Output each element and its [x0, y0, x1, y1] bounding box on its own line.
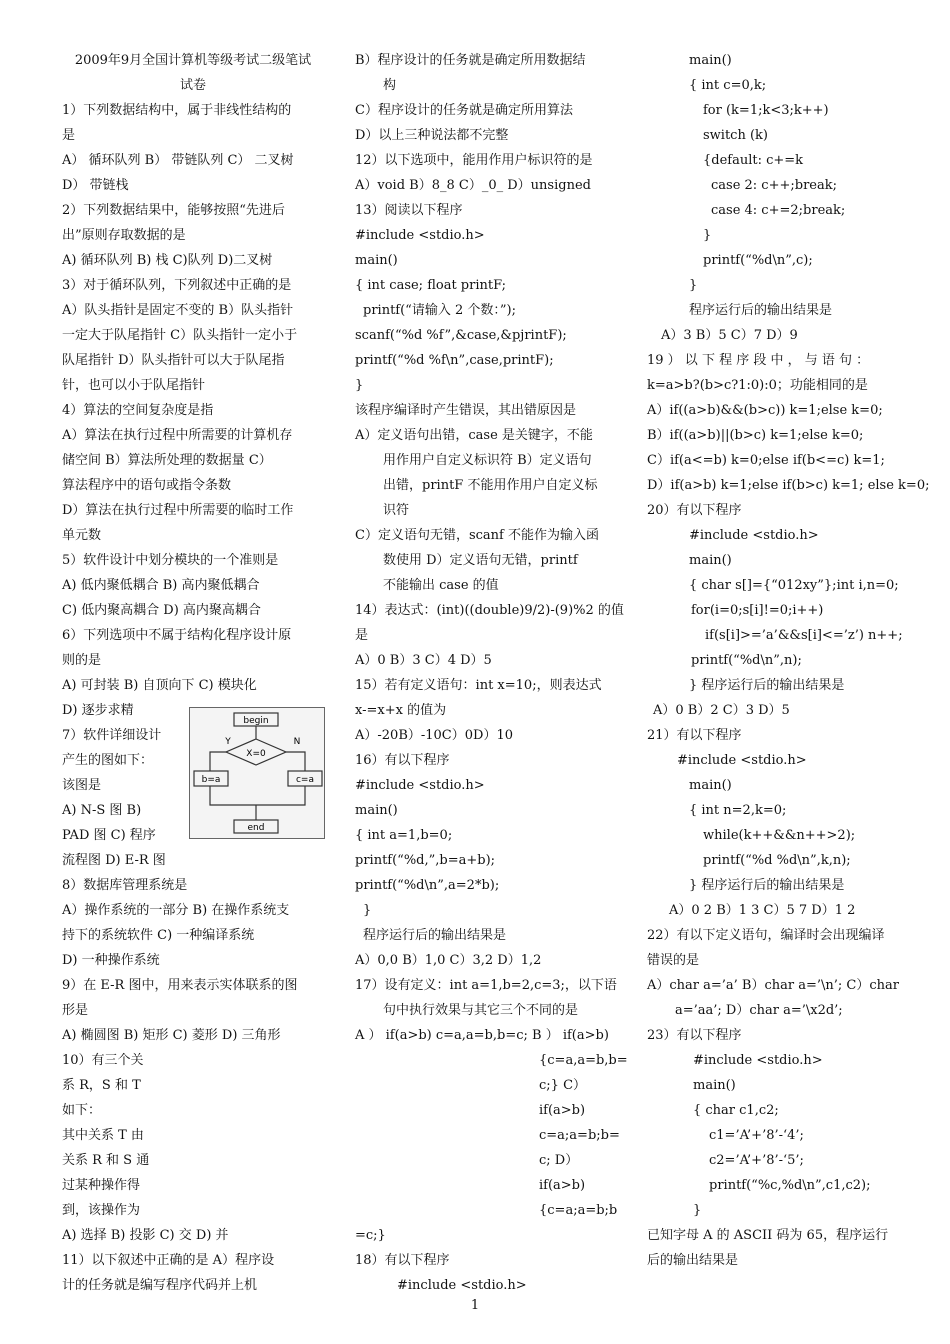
option-line: if(a>b)	[539, 1103, 586, 1118]
option-line: A）操作系统的一部分 B) 在操作系统支	[62, 903, 290, 918]
code-line: }	[703, 228, 712, 243]
text-line: 过某种操作得	[62, 1178, 141, 1193]
question-17: 17）设有定义：int a=1,b=2,c=3;，以下语	[355, 978, 617, 993]
code-line: #include <stdio.h>	[677, 753, 807, 768]
option-line: B）程序设计的任务就是确定所用数据结	[355, 53, 586, 68]
option-line: A) 选择 B) 投影 C) 交 D) 并	[62, 1228, 229, 1243]
option-line: 流程图 D) E-R 图	[62, 853, 166, 868]
option-line: A）0 B）2 C）3 D）5	[653, 703, 790, 718]
option-line: B）if((a>b)||(b>c) k=1;else k=0;	[647, 428, 864, 443]
code-line: #include <stdio.h>	[397, 1278, 527, 1293]
question-14: 14）表达式：(int)((double)9/2)-(9)%2 的值	[355, 603, 624, 618]
option-line: A）if((a>b)&&(b>c)) k=1;else k=0;	[647, 403, 883, 418]
code-line: {default: c+=k	[703, 153, 804, 168]
text-line: x-=x+x 的值为	[355, 703, 447, 718]
option-line: A）0,0 B）1,0 C）3,2 D）1,2	[355, 953, 542, 968]
code-line: main()	[355, 253, 398, 268]
exam-title: 2009年9月全国计算机等级考试二级笔试	[74, 53, 312, 68]
question-8: 8）数据库管理系统是	[62, 878, 188, 893]
option-line: =c;}	[355, 1228, 386, 1243]
option-line: c=a;a=b;b=	[539, 1128, 620, 1143]
question-22: 22）有以下定义语句，编译时会出现编译	[647, 928, 885, 943]
text-line: 到，该操作为	[62, 1203, 141, 1218]
code-line: main()	[693, 1078, 736, 1093]
option-line: A) 低内聚低耦合 B) 高内聚低耦合	[62, 578, 260, 593]
code-line: { int n=2,k=0;	[689, 803, 787, 818]
question-2: 2）下列数据结果中，能够按照“先进后	[62, 203, 285, 218]
code-line: { char c1,c2;	[693, 1103, 779, 1118]
text-line: 如下：	[62, 1103, 102, 1118]
text-line: 是	[355, 628, 369, 643]
text-line: 计的任务就是编写程序代码并上机	[62, 1278, 258, 1293]
text-line: 程序运行后的输出结果是	[363, 928, 507, 943]
option-line: C）if(a<=b) k=0;else if(b<=c) k=1;	[647, 453, 885, 468]
question-7: 7）软件详细设计	[62, 728, 162, 743]
option-line: 用作用户自定义标识符 B）定义语句	[383, 453, 592, 468]
code-line: printf(“%d\n”,n);	[691, 653, 802, 668]
question-11: 11）以下叙述中正确的是 A）程序设	[62, 1253, 275, 1268]
option-line: 一定大于队尾指针 C）队头指针一定小于	[62, 328, 298, 343]
code-line: }	[363, 903, 372, 918]
column-left	[62, 48, 324, 1298]
code-line: main()	[355, 803, 398, 818]
code-line: if(s[i]>=’a’&&s[i]<=’z’) n++;	[705, 628, 903, 643]
option-line: {c=a;a=b;b	[539, 1203, 618, 1218]
text-line: 其中关系 T 由	[62, 1128, 144, 1143]
question-13: 13）阅读以下程序	[355, 203, 463, 218]
text-line: 该程序编译时产生错误，其出错原因是	[355, 403, 577, 418]
code-line: main()	[689, 53, 732, 68]
option-line: 针，也可以小于队尾指针	[62, 378, 206, 393]
option-line: 储空间 B）算法所处理的数据量 C）	[62, 453, 272, 468]
question-3: 3）对于循环队列，下列叙述中正确的是	[62, 278, 292, 293]
option-line: a=’aa’; D）char a=’\x2d’;	[675, 1003, 843, 1018]
option-line: {c=a,a=b,b=	[539, 1053, 628, 1068]
option-line: D）以上三种说法都不完整	[355, 128, 509, 143]
option-line: C）程序设计的任务就是确定所用算法	[355, 103, 573, 118]
code-line: { int a=1,b=0;	[355, 828, 453, 843]
option-line: D） 带链栈	[62, 178, 129, 193]
page-number: 1	[470, 1298, 480, 1313]
code-line: }	[693, 1203, 702, 1218]
decision-label: X=0	[246, 749, 266, 759]
begin-label: begin	[243, 716, 269, 726]
text-line: 是	[62, 128, 76, 143]
option-line: 不能输出 case 的值	[383, 578, 499, 593]
text-line: 出”原则存取数据的是	[62, 228, 186, 243]
text-line: 后的输出结果是	[647, 1253, 739, 1268]
option-line: 识符	[383, 503, 410, 518]
connector	[286, 752, 305, 771]
question-20: 20）有以下程序	[647, 503, 742, 518]
text-line: 错误的是	[647, 953, 700, 968]
option-line: C) 低内聚高耦合 D) 高内聚高耦合	[62, 603, 261, 618]
option-line: 构	[383, 78, 397, 93]
option-line: 数使用 D）定义语句无错，printf	[383, 553, 578, 568]
option-line: A) 椭圆图 B) 矩形 C) 菱形 D) 三角形	[62, 1028, 281, 1043]
option-line: 队尾指针 D）队头指针可以大于队尾指	[62, 353, 285, 368]
option-line: A）0 2 B）1 3 C）5 7 D）1 2	[669, 903, 856, 918]
code-line: }	[355, 378, 364, 393]
code-line: #include <stdio.h>	[693, 1053, 823, 1068]
code-line: for (k=1;k<3;k++)	[703, 103, 829, 118]
option-line: 持下的系统软件 C) 一种编译系统	[62, 928, 255, 943]
option-line: D) 逐步求精	[62, 703, 134, 718]
code-line: c1=’A’+’8’-‘4’;	[709, 1128, 804, 1143]
question-5: 5）软件设计中划分模块的一个准则是	[62, 553, 279, 568]
text-line: 句中执行效果与其它三个不同的是	[383, 1003, 579, 1018]
code-line: printf(“%d %d\n”,k,n);	[703, 853, 851, 868]
text-line: 关系 R 和 S 通	[62, 1153, 150, 1168]
code-line: printf(“%c,%d\n”,c1,c2);	[709, 1178, 871, 1193]
option-line: 单元数	[62, 528, 102, 543]
option-line: D) 一种操作系统	[62, 953, 160, 968]
option-line: A）-20B）-10C）0D）10	[355, 728, 513, 743]
yes-label: Y	[225, 737, 231, 747]
option-line: A）队头指针是固定不变的 B）队头指针	[62, 303, 294, 318]
code-line: main()	[689, 778, 732, 793]
option-line: A) 可封装 B) 自顶向下 C) 模块化	[62, 678, 257, 693]
option-line: A ） if(a>b) c=a,a=b,b=c; B ） if(a>b)	[355, 1028, 609, 1043]
text-line: 则的是	[62, 653, 102, 668]
question-10: 10）有三个关	[62, 1053, 144, 1068]
text-line: 产生的图如下：	[62, 753, 154, 768]
option-line: D）if(a>b) k=1;else if(b>c) k=1; else k=0;	[647, 478, 930, 493]
question-18: 18）有以下程序	[355, 1253, 450, 1268]
end-label: end	[247, 823, 265, 833]
code-line: main()	[689, 553, 732, 568]
option-line: A）3 B）5 C）7 D）9	[661, 328, 798, 343]
option-line: if(a>b)	[539, 1178, 586, 1193]
question-23: 23）有以下程序	[647, 1028, 742, 1043]
column-middle	[355, 48, 628, 1298]
code-line: scanf(“%d %f”,&case,&pjrintF);	[355, 328, 567, 343]
code-line: printf(“请输入 2 个数：”);	[363, 303, 516, 318]
question-1: 1）下列数据结构中，属于非线性结构的	[62, 103, 292, 118]
left-box-label: b=a	[201, 775, 221, 785]
option-line: c; D）	[539, 1153, 579, 1168]
text-line: 程序运行后的输出结果是	[689, 303, 833, 318]
code-line: { char s[]={“012xy”};int i,n=0;	[689, 578, 899, 593]
question-4: 4）算法的空间复杂度是指	[62, 403, 214, 418]
code-line: }	[689, 278, 698, 293]
question-9: 9）在 E-R 图中，用来表示实体联系的图	[62, 978, 298, 993]
code-line: #include <stdio.h>	[689, 528, 819, 543]
connector	[210, 752, 226, 771]
code-line: case 2: c++;break;	[711, 178, 837, 193]
right-box-label: c=a	[295, 775, 315, 785]
question-21: 21）有以下程序	[647, 728, 742, 743]
text-line: 形是	[62, 1003, 89, 1018]
code-line: #include <stdio.h>	[355, 228, 485, 243]
connector	[210, 786, 305, 805]
question-15: 15）若有定义语句：int x=10;，则表达式	[355, 678, 602, 693]
question-16: 16）有以下程序	[355, 753, 450, 768]
question-12: 12）以下选项中，能用作用户标识符的是	[355, 153, 593, 168]
code-line: { int c=0,k;	[689, 78, 767, 93]
code-line: printf(“%d %f\n”,case,printF);	[355, 353, 554, 368]
text-line: 已知字母 A 的 ASCII 码为 65，程序运行	[647, 1228, 889, 1243]
text-line: 系 R，S 和 T	[62, 1078, 141, 1093]
text-line: k=a>b?(b>c?1:0):0；功能相同的是	[647, 378, 868, 393]
option-line: c;} C）	[539, 1078, 587, 1093]
option-line: A) 循环队列 B) 栈 C)队列 D)二叉树	[62, 253, 273, 268]
code-line: switch (k)	[703, 128, 768, 143]
option-line: 算法程序中的语句或指令条数	[62, 478, 232, 493]
code-line: #include <stdio.h>	[355, 778, 485, 793]
text-line: 该图是	[62, 778, 102, 793]
text-line: } 程序运行后的输出结果是	[689, 678, 845, 693]
option-line: A）void B）8_8 C）_0_ D）unsigned	[355, 178, 591, 193]
flowchart-figure	[189, 707, 325, 839]
column-right	[647, 48, 930, 1273]
text-line: } 程序运行后的输出结果是	[689, 878, 845, 893]
option-line: PAD 图 C) 程序	[62, 828, 156, 843]
code-line: { int case; float printF;	[355, 278, 507, 293]
code-line: printf(“%d\n”,c);	[703, 253, 813, 268]
option-line: A） 循环队列 B） 带链队列 C） 二叉树	[62, 153, 294, 168]
code-line: printf(“%d\n”,a=2*b);	[355, 878, 500, 893]
option-line: A）char a=’a’ B）char a=’\n’; C）char	[647, 978, 899, 993]
code-line: c2=’A’+’8’-‘5’;	[709, 1153, 804, 1168]
code-line: case 4: c+=2;break;	[711, 203, 846, 218]
option-line: A）定义语句出错，case 是关键字，不能	[355, 428, 593, 443]
option-line: C）定义语句无错，scanf 不能作为输入函	[355, 528, 599, 543]
code-line: printf(“%d,”,b=a+b);	[355, 853, 496, 868]
exam-title-cont: 试卷	[179, 78, 206, 93]
question-6: 6）下列选项中不属于结构化程序设计原	[62, 628, 292, 643]
option-line: A) N-S 图 B)	[62, 803, 142, 818]
code-line: while(k++&&n++>2);	[703, 828, 856, 843]
option-line: A）0 B）3 C）4 D）5	[355, 653, 492, 668]
code-line: for(i=0;s[i]!=0;i++)	[691, 603, 824, 618]
no-label: N	[293, 737, 301, 747]
option-line: A）算法在执行过程中所需要的计算机存	[62, 428, 293, 443]
option-line: D）算法在执行过程中所需要的临时工作	[62, 503, 294, 518]
question-19: 19 ） 以 下 程 序 段 中 ， 与 语 句 ：	[647, 353, 870, 368]
option-line: 出错，printF 不能用作用户自定义标	[383, 478, 598, 493]
